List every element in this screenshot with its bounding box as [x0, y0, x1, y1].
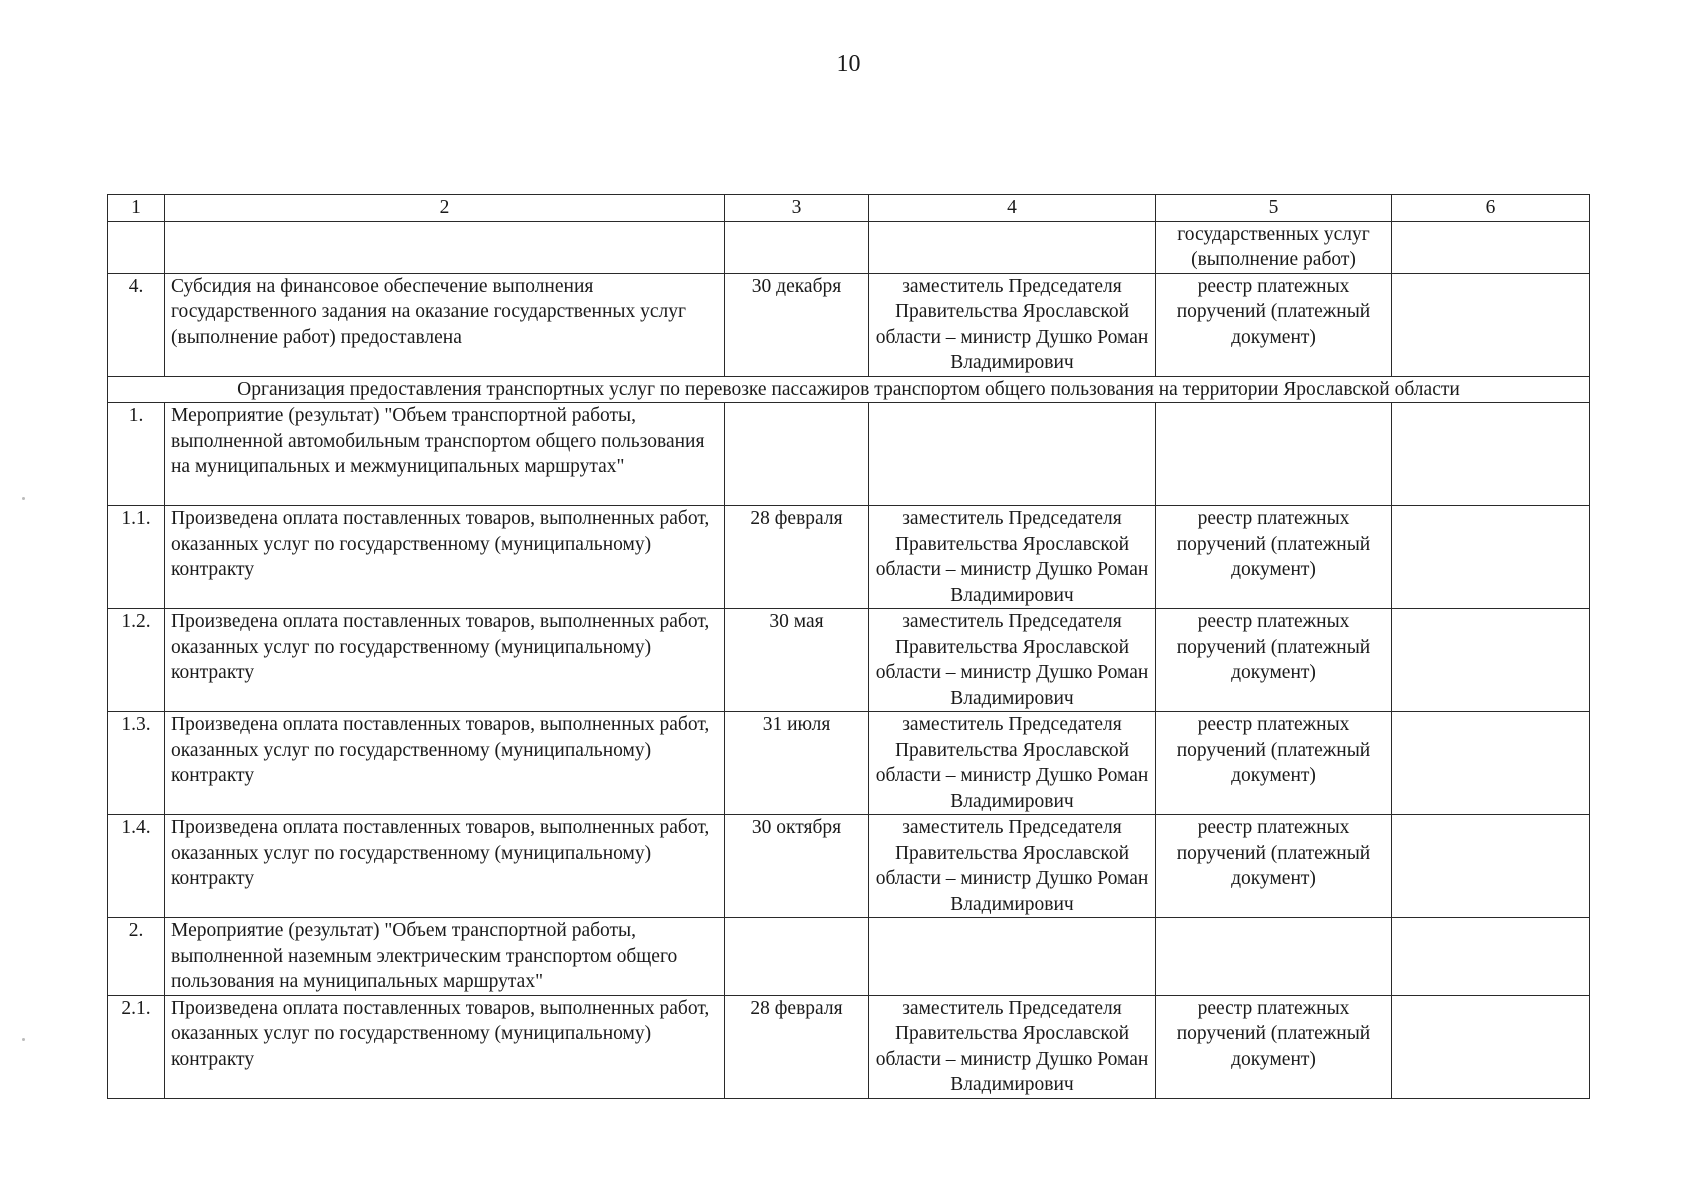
table-row — [108, 609, 1590, 712]
row-document: реестр платежных поручений (платежный документ) — [1156, 712, 1392, 815]
plan-table — [107, 194, 1590, 1099]
table-row — [108, 273, 1590, 376]
row-deadline — [725, 918, 869, 996]
row-deadline: 30 декабря — [725, 273, 869, 376]
row-document: реестр платежных поручений (платежный документ) — [1156, 815, 1392, 918]
section-title: Организация предоставления транспортных услуг по перевозке пассажиров транспортом общего пользования на территории Ярославской области — [108, 376, 1590, 403]
row-deadline — [725, 403, 869, 506]
row-description: Мероприятие (результат) "Объем транспортной работы, выполненной автомобильным транспортом общего пользования на муниципальных и межмуниципальных маршрутах" — [165, 403, 725, 506]
row-deadline: 31 июля — [725, 712, 869, 815]
row-col6 — [1392, 273, 1590, 376]
row-responsible: заместитель Председателя Правительства Ярославской области – министр Душко Роман Владимирович — [869, 815, 1156, 918]
row-col6 — [1392, 403, 1590, 506]
row-description: Субсидия на финансовое обеспечение выполнения государственного задания на оказание государственных услуг (выполнение работ) предоставлена — [165, 273, 725, 376]
table-row — [108, 221, 1590, 273]
row-number: 4. — [108, 273, 165, 376]
table-row — [108, 995, 1590, 1098]
row-responsible: заместитель Председателя Правительства Ярославской области – министр Душко Роман Владимирович — [869, 273, 1156, 376]
column-header: 6 — [1392, 195, 1590, 222]
row-document — [1156, 918, 1392, 996]
row-description: Произведена оплата поставленных товаров, выполненных работ, оказанных услуг по государственному (муниципальному) контракту — [165, 995, 725, 1098]
row-col6 — [1392, 221, 1590, 273]
scan-speck — [22, 497, 25, 500]
row-description: Произведена оплата поставленных товаров, выполненных работ, оказанных услуг по государственному (муниципальному) контракту — [165, 815, 725, 918]
table-row — [108, 712, 1590, 815]
row-number: 1. — [108, 403, 165, 506]
row-responsible: заместитель Председателя Правительства Ярославской области – министр Душко Роман Владимирович — [869, 506, 1156, 609]
row-col6 — [1392, 918, 1590, 996]
table-row — [108, 918, 1590, 996]
row-deadline: 30 мая — [725, 609, 869, 712]
column-number-row — [108, 195, 1590, 222]
row-document: реестр платежных поручений (платежный документ) — [1156, 995, 1392, 1098]
page-number: 10 — [836, 51, 861, 77]
row-col6 — [1392, 995, 1590, 1098]
row-number: 2.1. — [108, 995, 165, 1098]
row-responsible — [869, 221, 1156, 273]
column-header: 5 — [1156, 195, 1392, 222]
row-deadline: 30 октября — [725, 815, 869, 918]
row-number: 1.3. — [108, 712, 165, 815]
row-number — [108, 221, 165, 273]
row-number: 2. — [108, 918, 165, 996]
row-document: реестр платежных поручений (платежный документ) — [1156, 506, 1392, 609]
table-row — [108, 403, 1590, 506]
table-row — [108, 815, 1590, 918]
column-header: 2 — [165, 195, 725, 222]
row-description: Произведена оплата поставленных товаров, выполненных работ, оказанных услуг по государственному (муниципальному) контракту — [165, 506, 725, 609]
column-header: 3 — [725, 195, 869, 222]
row-description: Мероприятие (результат) "Объем транспортной работы, выполненной наземным электрическим транспортом общего пользования на муниципальных маршрутах" — [165, 918, 725, 996]
column-header: 1 — [108, 195, 165, 222]
section-row — [108, 376, 1590, 403]
row-description — [165, 221, 725, 273]
row-col6 — [1392, 506, 1590, 609]
row-responsible: заместитель Председателя Правительства Ярославской области – министр Душко Роман Владимирович — [869, 995, 1156, 1098]
scan-speck — [22, 1038, 25, 1041]
row-number: 1.2. — [108, 609, 165, 712]
row-document: реестр платежных поручений (платежный документ) — [1156, 273, 1392, 376]
row-deadline — [725, 221, 869, 273]
row-number: 1.4. — [108, 815, 165, 918]
row-document — [1156, 403, 1392, 506]
row-document: реестр платежных поручений (платежный документ) — [1156, 609, 1392, 712]
row-number: 1.1. — [108, 506, 165, 609]
column-header: 4 — [869, 195, 1156, 222]
row-responsible — [869, 918, 1156, 996]
row-description: Произведена оплата поставленных товаров, выполненных работ, оказанных услуг по государственному (муниципальному) контракту — [165, 609, 725, 712]
row-description: Произведена оплата поставленных товаров, выполненных работ, оказанных услуг по государственному (муниципальному) контракту — [165, 712, 725, 815]
row-responsible: заместитель Председателя Правительства Ярославской области – министр Душко Роман Владимирович — [869, 609, 1156, 712]
row-col6 — [1392, 712, 1590, 815]
row-responsible: заместитель Председателя Правительства Ярославской области – министр Душко Роман Владимирович — [869, 712, 1156, 815]
row-col6 — [1392, 815, 1590, 918]
row-col6 — [1392, 609, 1590, 712]
row-responsible — [869, 403, 1156, 506]
table-row — [108, 506, 1590, 609]
row-deadline: 28 февраля — [725, 995, 869, 1098]
row-deadline: 28 февраля — [725, 506, 869, 609]
row-document: государственных услуг (выполнение работ) — [1156, 221, 1392, 273]
